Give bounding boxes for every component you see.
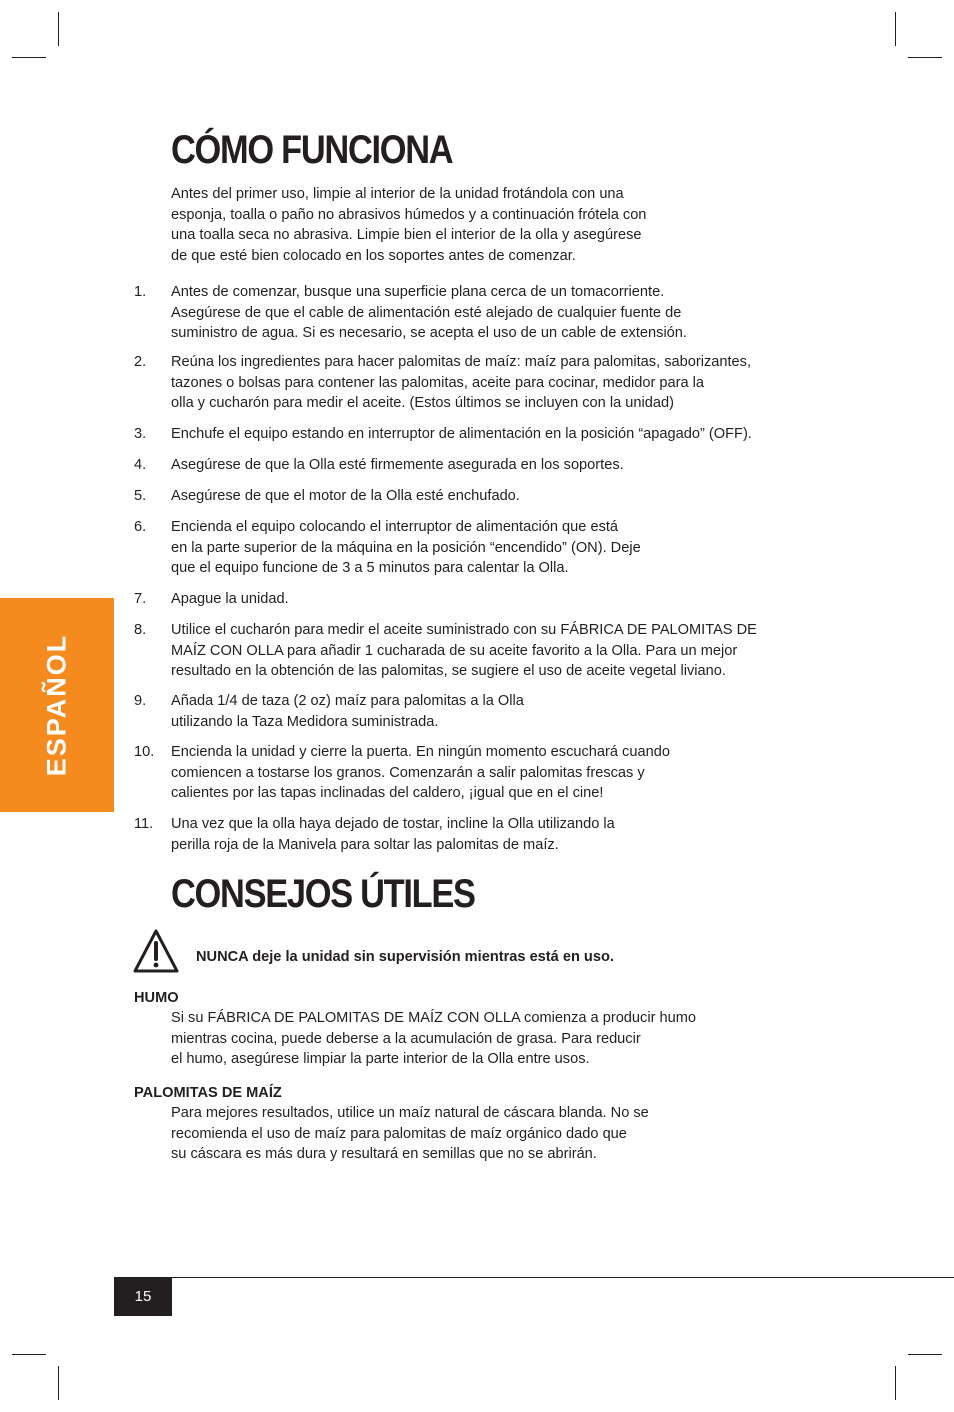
step-line: Apague la unidad. — [171, 591, 289, 607]
step-text — [171, 282, 687, 344]
step-text — [171, 455, 624, 476]
tip-line: el humo, asegúrese limpiar la parte interior de la Olla entre usos. — [171, 1051, 590, 1068]
step-text — [171, 742, 670, 804]
step-number: 7. — [134, 591, 147, 607]
step-line: calientes por las tapas inclinadas del caldero, ¡igual que en el cine! — [171, 785, 604, 802]
step-line: que el equipo funcione de 3 a 5 minutos para calentar la Olla. — [171, 560, 569, 577]
intro-line: de que esté bien colocado en los soportes antes de comenzar. — [171, 247, 576, 264]
step-text — [171, 486, 520, 507]
step-number: 5. — [134, 488, 147, 504]
warning-icon — [133, 928, 179, 974]
step-number: 8. — [134, 622, 147, 638]
step-text — [171, 814, 615, 855]
footer-rule — [114, 1277, 954, 1278]
crop-mark — [58, 12, 59, 46]
step-text — [171, 589, 289, 610]
crop-mark — [908, 1354, 942, 1355]
intro-line: una toalla seca no abrasiva. Limpie bien el interior de la olla y asegúrese — [171, 227, 642, 244]
page-number: 15 — [114, 1277, 172, 1316]
language-tab-label: ESPAÑOL — [41, 633, 72, 777]
crop-mark — [58, 1366, 59, 1400]
tip-line: recomienda el uso de maíz para palomitas de maíz orgánico dado que — [171, 1125, 627, 1142]
step-number: 1. — [134, 284, 147, 300]
intro-line: esponja, toalla o paño no abrasivos húmedos y a continuación frótela con — [171, 206, 647, 223]
section-title-como-funciona: CÓMO FUNCIONA — [171, 128, 453, 172]
step-line: suministro de agua. Si es necesario, se acepta el uso de un cable de extensión. — [171, 325, 687, 342]
step-number: 6. — [134, 519, 147, 535]
step-number: 11. — [134, 816, 154, 832]
step-text — [171, 352, 751, 414]
step-line: tazones o bolsas para contener las palomitas, aceite para cocinar, medidor para la — [171, 374, 704, 391]
step-text — [171, 691, 524, 732]
step-text — [171, 424, 752, 445]
tip-body — [171, 1103, 649, 1165]
tip-body — [171, 1008, 696, 1070]
step-line: olla y cucharón para medir el aceite. (Estos últimos se incluyen con la unidad) — [171, 395, 674, 412]
crop-mark — [895, 12, 896, 46]
section-title-consejos-utiles: CONSEJOS ÚTILES — [171, 872, 475, 916]
step-number: 10. — [134, 744, 155, 760]
step-line: Asegúrese de que el motor de la Olla esté enchufado. — [171, 488, 520, 504]
step-line: Asegúrese de que la Olla esté firmemente asegurada en los soportes. — [171, 457, 624, 473]
step-line: Utilice el cucharón para medir el aceite suministrado con su FÁBRICA DE PALOMITAS DE — [171, 622, 757, 638]
crop-mark — [12, 57, 46, 58]
step-line: Antes de comenzar, busque una superficie plana cerca de un tomacorriente. — [171, 284, 665, 300]
tip-heading: PALOMITAS DE MAÍZ — [134, 1085, 282, 1101]
step-number: 3. — [134, 426, 147, 442]
tip-line: mientras cocina, puede deberse a la acumulación de grasa. Para reducir — [171, 1030, 641, 1047]
intro-line: Antes del primer uso, limpie al interior de la unidad frotándola con una — [171, 186, 624, 202]
step-text — [171, 517, 641, 579]
language-tab — [0, 598, 114, 812]
warning-text: NUNCA deje la unidad sin supervisión mientras está en uso. — [196, 949, 614, 965]
step-line: perilla roja de la Manivela para soltar las palomitas de maíz. — [171, 836, 559, 853]
step-line: Añada 1/4 de taza (2 oz) maíz para palomitas a la Olla — [171, 693, 524, 709]
step-line: Asegúrese de que el cable de alimentación esté alejado de cualquier fuente de — [171, 304, 682, 321]
step-line: en la parte superior de la máquina en la posición “encendido” (ON). Deje — [171, 539, 641, 556]
intro-paragraph — [171, 184, 646, 266]
step-line: Enchufe el equipo estando en interruptor de alimentación en la posición “apagado” (OFF). — [171, 426, 752, 442]
crop-mark — [12, 1354, 46, 1355]
step-line: Encienda el equipo colocando el interruptor de alimentación que está — [171, 519, 619, 535]
step-number: 9. — [134, 693, 147, 709]
step-number: 2. — [134, 354, 147, 370]
step-text — [171, 620, 757, 682]
crop-mark — [908, 57, 942, 58]
step-line: utilizando la Taza Medidora suministrada. — [171, 713, 439, 730]
step-line: Encienda la unidad y cierre la puerta. En ningún momento escuchará cuando — [171, 744, 670, 760]
tip-line: su cáscara es más dura y resultará en semillas que no se abrirán. — [171, 1146, 597, 1163]
step-line: Reúna los ingredientes para hacer palomitas de maíz: maíz para palomitas, saborizantes, — [171, 354, 752, 370]
crop-mark — [895, 1366, 896, 1400]
step-line: resultado en la obtención de las palomitas, se sugiere el uso de aceite vegetal liviano. — [171, 663, 726, 680]
step-line: Una vez que la olla haya dejado de tostar, incline la Olla utilizando la — [171, 816, 615, 832]
tip-heading: HUMO — [134, 990, 179, 1006]
tip-line: Si su FÁBRICA DE PALOMITAS DE MAÍZ CON OLLA comienza a producir humo — [171, 1010, 697, 1026]
step-line: comiencen a tostarse los granos. Comenzarán a salir palomitas frescas y — [171, 764, 645, 781]
step-line: MAÍZ CON OLLA para añadir 1 cucharada de su aceite favorito a la Olla. Para un mejor — [171, 642, 738, 659]
tip-line: Para mejores resultados, utilice un maíz natural de cáscara blanda. No se — [171, 1105, 649, 1121]
step-number: 4. — [134, 457, 147, 473]
